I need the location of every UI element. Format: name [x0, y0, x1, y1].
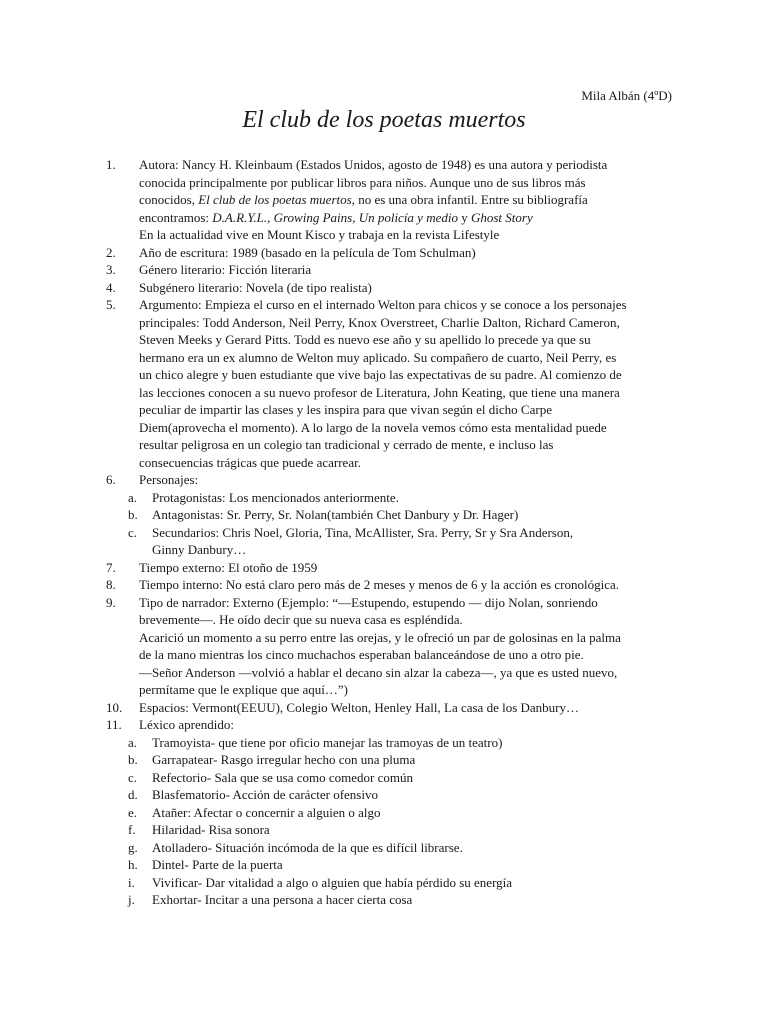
sub-item — [106, 874, 678, 892]
item-line: En la actualidad vive en Mount Kisco y trabaja en la revista Lifestyle — [139, 227, 500, 242]
item-text: Género literario: Ficción literaria — [139, 262, 312, 277]
item-text: Subgénero literario: Novela (de tipo realista) — [139, 279, 372, 295]
sub-item-text: Protagonistas: Los mencionados anteriormente. — [152, 489, 399, 505]
item-text: Año de escritura: 1989 (basado en la película de Tom Schulman) — [139, 244, 476, 260]
item-line: Steven Meeks y Gerard Pitts. Todd es nuevo ese año y su apellido lo precede ya que su — [139, 332, 591, 347]
sub-item — [106, 804, 678, 822]
list-item-tiempo-interno — [106, 576, 678, 594]
list-number: 11. — [106, 717, 122, 732]
text-run: conocidos, — [139, 192, 199, 207]
sub-letter: b. — [128, 752, 138, 767]
sub-item — [106, 489, 678, 507]
sub-item-text: Dintel- Parte de la puerta — [152, 857, 283, 872]
book-titles-italic: D.A.R.Y.L., Growing Pains, Un policía y medio — [212, 209, 458, 225]
item-line: de la mano mientras los cinco muchachos esperaban balanceándose de uno a otro pie. — [139, 647, 584, 662]
list-item-narrador — [106, 594, 678, 699]
list-number: 6. — [106, 472, 116, 487]
sub-item-text: Secundarios: Chris Noel, Gloria, Tina, McAllister, Sra. Perry, Sr y Sra Anderson, — [152, 524, 574, 540]
item-line: las lecciones conocen a su nuevo profesor de Literatura, John Keating, que tiene una manera — [139, 384, 620, 400]
item-line: permítame que le explique que aquí…”) — [139, 682, 349, 697]
sub-item — [106, 769, 678, 787]
sub-letter: g. — [128, 839, 138, 855]
list-number: 1. — [106, 157, 116, 172]
sub-item — [106, 856, 678, 874]
list-item-genero — [106, 261, 678, 279]
text-run: encontramos: — [139, 209, 213, 225]
sub-letter: f. — [128, 822, 136, 837]
list-number: 3. — [106, 262, 116, 277]
item-text: Personajes: — [139, 472, 199, 487]
list-item-subgenero — [106, 279, 678, 297]
book-title-italic: El club de los poetas muertos, — [198, 192, 355, 207]
item-line: principales: Todd Anderson, Neil Perry, Knox Overstreet, Charlie Dalton, Richard Cameron, — [139, 314, 620, 330]
list-number: 2. — [106, 244, 116, 260]
item-line: brevemente—. He oído decir que su nueva casa es espléndida. — [139, 612, 463, 627]
sub-item-text: Refectorio- Sala que se usa como comedor común — [152, 769, 413, 785]
list-item-espacios — [106, 699, 678, 717]
list-item-argumento — [106, 296, 678, 471]
item-line — [139, 191, 678, 209]
item-line: Diem(aprovecha el momento). A lo largo de la novela vemos cómo esta mentalidad puede — [139, 419, 607, 435]
list-item-personajes — [106, 471, 678, 489]
item-line: —Señor Anderson —volvió a hablar el decano sin alzar la cabeza—, ya que es usted nuevo, — [139, 664, 618, 680]
sub-item — [106, 891, 678, 909]
sub-letter: h. — [128, 857, 138, 872]
sub-item-text: Garrapatear- Rasgo irregular hecho con una pluma — [152, 752, 416, 767]
text-run: y — [457, 209, 471, 225]
sub-item — [106, 821, 678, 839]
item-line: un chico alegre y buen estudiante que vive bajo las expectativas de su padre. Al comienzo de — [139, 367, 622, 382]
sub-letter: c. — [128, 769, 138, 785]
sub-letter: d. — [128, 787, 138, 802]
author-name: Mila Albán (4ºD) — [581, 88, 672, 103]
list-item-lexico — [106, 716, 678, 734]
sub-item-text: Atolladero- Situación incómoda de la que es difícil librarse. — [152, 839, 463, 855]
item-line: Tipo de narrador: Externo (Ejemplo: “—Estupendo, estupendo — dijo Nolan, sonriendo — [139, 594, 598, 610]
sub-item — [106, 734, 678, 752]
list-number: 8. — [106, 577, 116, 592]
item-line: consecuencias trágicas que puede acarrear. — [139, 454, 361, 470]
sub-item — [106, 506, 678, 524]
list-number: 4. — [106, 279, 116, 295]
sub-letter: i. — [128, 874, 135, 890]
item-text: Léxico aprendido: — [139, 717, 234, 732]
sub-item — [106, 786, 678, 804]
sub-item — [106, 751, 678, 769]
item-line: resultar peligrosa en un colegio tan tradicional y cerrado de mente, e incluso las — [139, 437, 554, 452]
sub-letter: j. — [128, 892, 135, 907]
list-number: 5. — [106, 297, 116, 312]
item-line: conocida principalmente por publicar libros para niños. Aunque uno de sus libros más — [139, 174, 586, 190]
list-item-ano-escritura — [106, 244, 678, 262]
sub-item-text: Antagonistas: Sr. Perry, Sr. Nolan(también Chet Danbury y Dr. Hager) — [152, 507, 519, 522]
sub-letter: a. — [128, 489, 138, 505]
sub-letter: a. — [128, 734, 138, 750]
text-run: no es una obra infantil. Entre su bibliografía — [354, 192, 588, 207]
item-text: Tiempo externo: El otoño de 1959 — [139, 559, 318, 575]
sub-item-text: Ginny Danbury… — [152, 542, 247, 557]
sub-item — [106, 524, 678, 559]
book-title-italic: Ghost Story — [470, 209, 533, 225]
sub-item — [106, 839, 678, 857]
sub-item-text: Exhortar- Incitar a una persona a hacer cierta cosa — [152, 892, 413, 907]
list-number: 10. — [106, 699, 123, 715]
list-number: 7. — [106, 559, 116, 575]
list-item-autora — [106, 156, 678, 226]
item-line: Autora: Nancy H. Kleinbaum (Estados Unidos, agosto de 1948) es una autora y periodista — [139, 157, 608, 172]
sub-item-text: Atañer: Afectar o concernir a alguien o algo — [152, 804, 381, 820]
sub-letter: e. — [128, 804, 138, 820]
item-line: peculiar de impartir las clases y les inspira para que vivan según el dicho Carpe — [139, 402, 552, 417]
item-text: Tiempo interno: No está claro pero más de 2 meses y menos de 6 y la acción es cronológica. — [139, 577, 620, 592]
sub-item-text: Hilaridad- Risa sonora — [152, 822, 270, 837]
sub-item-text: Tramoyista- que tiene por oficio manejar las tramoyas de un teatro) — [152, 734, 503, 750]
item-line — [139, 209, 678, 227]
sub-letter: c. — [128, 524, 138, 540]
sub-item-text: Vivificar- Dar vitalidad a algo o alguien que había pérdido su energía — [152, 874, 513, 890]
sub-letter: b. — [128, 507, 138, 522]
document-title: El club de los poetas muertos — [242, 107, 526, 133]
numbered-list — [106, 156, 678, 909]
list-item-tiempo-externo — [106, 559, 678, 577]
item-line: Acarició un momento a su perro entre las orejas, y le ofreció un par de golosinas en la palma — [139, 629, 621, 645]
list-number: 9. — [106, 594, 116, 610]
item-line: hermano era un ex alumno de Welton muy aplicado. Su compañero de cuarto, Neil Perry, es — [139, 349, 617, 365]
sub-item-text: Blasfematorio- Acción de carácter ofensivo — [152, 787, 378, 802]
item-text: Espacios: Vermont(EEUU), Colegio Welton, Henley Hall, La casa de los Danbury… — [139, 699, 580, 715]
item-line: Argumento: Empieza el curso en el internado Welton para chicos y se conoce a los personajes — [139, 297, 627, 312]
